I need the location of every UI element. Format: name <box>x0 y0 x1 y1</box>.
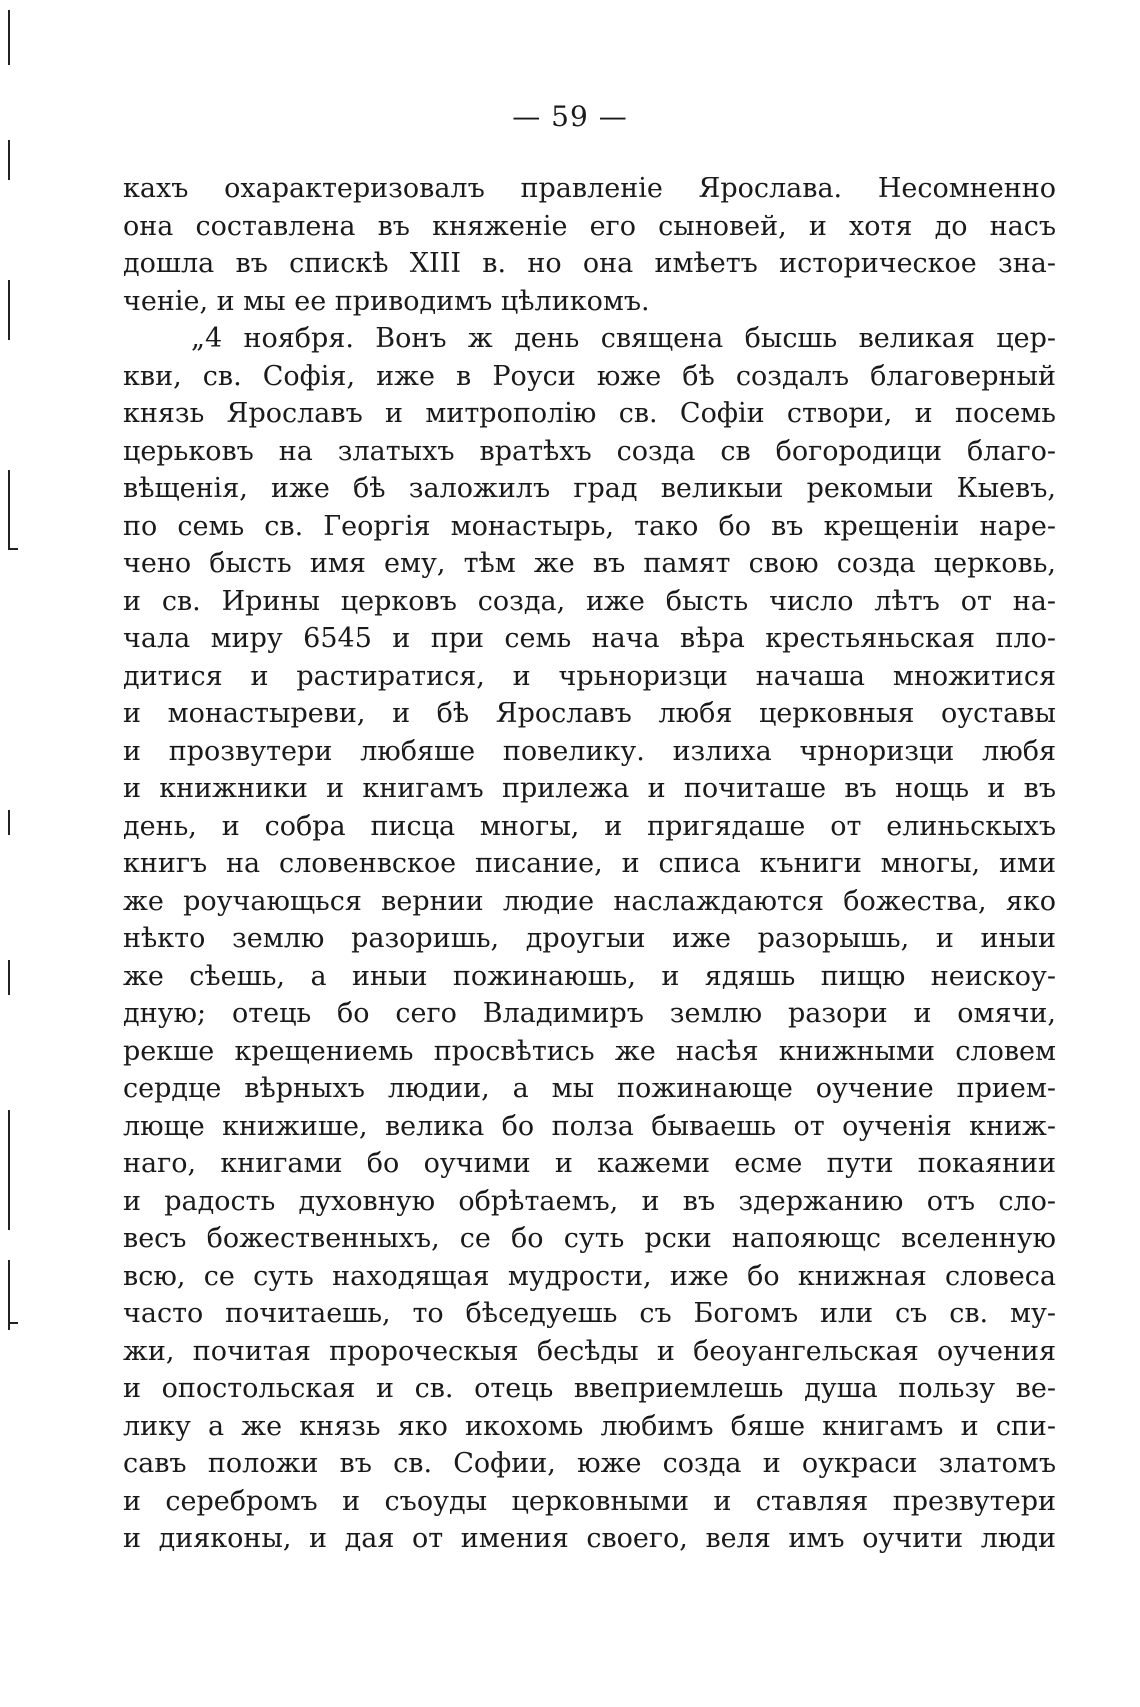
text-line: чено бысть имя ему, тѣм же въ памят свою созда церковь, <box>123 548 1056 579</box>
text-line: и книжники и книгамъ прилежа и почиташе въ нощь и въ <box>123 773 1056 804</box>
text-line: она составлена въ княженіе его сыновей, и хотя до насъ <box>123 210 1056 242</box>
text-line: день, и собра писца многы, и пригядаше от елиньскыхъ <box>123 810 1056 842</box>
text-line: часто почитаешь, то бѣседуешь съ Богомъ или съ св. му- <box>123 1298 1056 1329</box>
text-line: дошла въ спискѣ XIII в. но она имѣетъ историческое зна- <box>123 248 1056 279</box>
text-line: церьковъ на златыхъ вратѣхъ созда св богородици благо- <box>123 435 1056 467</box>
text-line: лику а же князь яко икохомь любимъ бяше книгамъ и спи- <box>123 1410 1056 1442</box>
text-line: князь Ярославъ и митрополію св. Софіи створи, и посемь <box>123 398 1056 429</box>
text-line: по семь св. Георгія монастырь, тако бо въ крещеніи наре- <box>123 510 1056 542</box>
text-line: весъ божественныхъ, се бо суть рски напояющс вселенную <box>123 1223 1056 1254</box>
text-line: ченіе, и мы ее приводимъ цѣликомъ. <box>123 285 650 317</box>
text-line: кви, св. Софія, иже в Роуси юже бѣ создалъ благоверный <box>123 360 1056 392</box>
text-line: жи, почитая пророческыя бесѣды и беоуангельская оучения <box>123 1335 1056 1367</box>
text-line: и дияконы, и дая от имения своего, веля имъ оучити люди <box>123 1523 1056 1554</box>
text-line: же роучающься вернии людие наслаждаются божества, яко <box>123 885 1056 917</box>
text-line: и монастыреви, и бѣ Ярославъ любя церковныя оуставы <box>123 698 1056 729</box>
scan-edge-mark <box>8 140 10 180</box>
text-line: дитися и растиратися, и чрьноризци начаша множитися <box>123 660 1056 692</box>
scan-edge-mark <box>8 810 10 835</box>
scan-edge-mark <box>8 280 10 340</box>
scan-edge-mark <box>8 1260 10 1330</box>
text-line: и опостольская и св. отець ввеприемлешь душа пользу ве- <box>123 1373 1056 1404</box>
scan-edge-mark <box>8 10 10 65</box>
scan-edge-mark <box>8 548 18 550</box>
text-line: дную; отець бо сего Владимиръ землю разори и омячи, <box>123 998 1056 1029</box>
text-line: и серебромъ и съоуды церковными и ставляя презвутери <box>123 1485 1056 1517</box>
text-line: чала миру 6545 и при семь нача вѣра крестьяньская пло- <box>123 623 1056 654</box>
text-line: и св. Ирины церковъ созда, иже бысть число лѣтъ от на- <box>123 585 1056 617</box>
text-line: кахъ охарактеризовалъ правленіе Ярослава. Несомненно <box>123 173 1056 204</box>
text-line: сердце вѣрныхъ людии, а мы пожинающе оучение прием- <box>123 1073 1056 1104</box>
text-line: люще книжише, велика бо полза бываешь от оученія книж- <box>123 1110 1056 1142</box>
text-line: савъ положи въ св. Софии, юже созда и оукраси златомъ <box>123 1448 1056 1479</box>
text-line: и прозвутери любяше повелику. излиха чрноризци любя <box>123 735 1056 767</box>
text-line: всю, се суть находящая мудрости, иже бо книжная словеса <box>123 1260 1056 1292</box>
text-line: книгъ на словенвское писание, и списа къниги многы, ими <box>123 848 1056 879</box>
text-line: наго, книгами бо оучими и кажеми есме пути покаянии <box>123 1148 1056 1179</box>
scan-edge-mark <box>8 960 10 995</box>
scan-edge-mark <box>8 1110 10 1230</box>
page-number: — 59 — <box>512 100 628 133</box>
text-line: рекше крещениемь просвѣтись же насѣя книжными словем <box>123 1035 1056 1067</box>
text-line: „4 ноября. Вонъ ж день священа бысшь великая цер- <box>191 323 1056 354</box>
text-line: же сѣешь, а иныи пожинаюшь, и ядяшь пищю неискоу- <box>123 960 1056 992</box>
text-line: вѣщенія, иже бѣ заложилъ град великыи рекомыи Кыевъ, <box>123 473 1056 504</box>
body-text <box>123 170 1056 1558</box>
text-line: и радость духовную обрѣтаемъ, и въ здержанию отъ сло- <box>123 1185 1056 1217</box>
text-line: нѣкто землю разоришь, дроугыи иже разорышь, и иныи <box>123 923 1056 954</box>
scan-edge-mark <box>8 470 10 550</box>
